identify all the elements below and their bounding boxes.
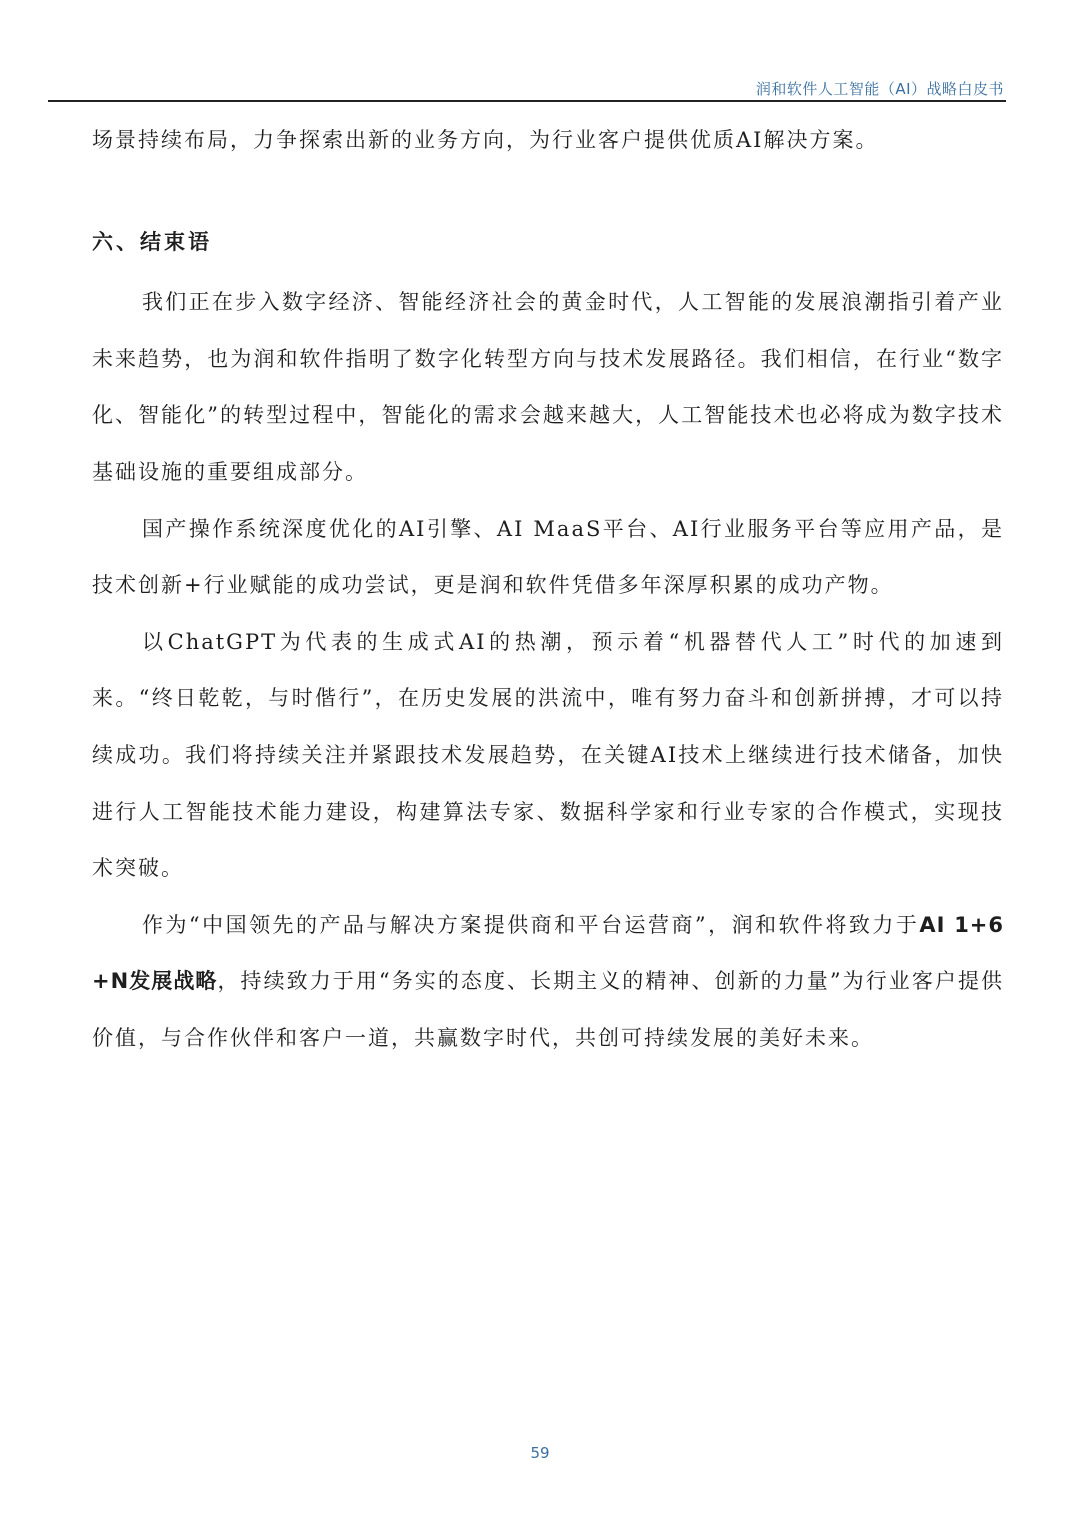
body-paragraph-3: 以ChatGPT为代表的生成式AI的热潮，预示着“机器替代人工”时代的加速到来。“终日乾乾，与时偕行”，在历史发展的洪流中，唯有努力奋斗和创新拼搏，才可以持续成功。我们将持续关注并紧跟技术发展趋势，在关键AI技术上继续进行技术储备，加快进行人工智能技术能力建设，构建算法专家、数据科学家和行业专家的合作模式，实现技术突破。 [92, 629, 1004, 881]
body-paragraph-1: 我们正在步入数字经济、智能经济社会的黄金时代，人工智能的发展浪潮指引着产业未来趋势，也为润和软件指明了数字化转型方向与技术发展路径。我们相信，在行业“数字化、智能化”的转型过程中，智能化的需求会越来越大，人工智能技术也必将成为数字技术基础设施的重要组成部分。 [92, 290, 1004, 484]
header-rule [48, 100, 1006, 102]
page-body [92, 112, 1004, 1067]
page-number: 59 [530, 1444, 550, 1462]
closing-text-after: ，持续致力于用“务实的态度、长期主义的精神、创新的力量”为行业客户提供价值，与合作伙伴和客户一道，共赢数字时代，共创可持续发展的美好未来。 [92, 969, 1005, 1050]
strategy-highlight: AI 1+6+N发展战略 [92, 912, 1005, 994]
body-paragraph-2: 国产操作系统深度优化的AI引擎、AI MaaS平台、AI行业服务平台等应用产品，是技术创新+行业赋能的成功尝试，更是润和软件凭借多年深厚积累的成功产物。 [92, 516, 1004, 598]
running-header: 润和软件人工智能（AI）战略白皮书 [755, 80, 1004, 98]
continuation-paragraph: 场景持续布局，力争探索出新的业务方向，为行业客户提供优质AI解决方案。 [92, 128, 879, 152]
section-heading: 六、结束语 [92, 228, 212, 254]
closing-paragraph [92, 897, 1004, 1067]
closing-text-before: 作为“中国领先的产品与解决方案提供商和平台运营商”，润和软件将致力于 [142, 912, 920, 937]
